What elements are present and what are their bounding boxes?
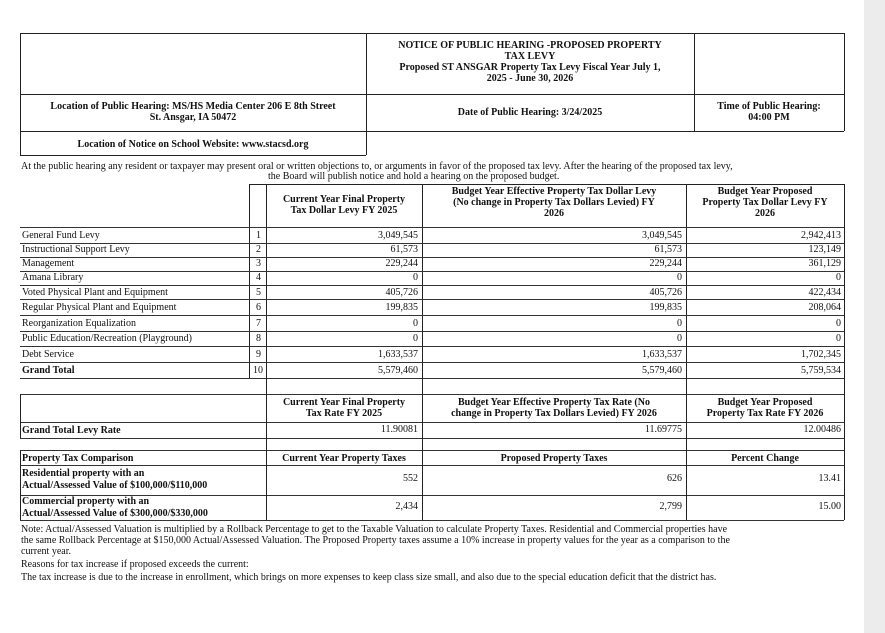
levy-row-proposed: 361,129 — [808, 258, 841, 269]
levy-header-current-2: Tax Dollar Levy FY 2025 — [290, 205, 398, 216]
levy-row-current: 405,726 — [385, 287, 418, 298]
levy-row-num: 8 — [256, 333, 261, 344]
levy-row-current: 0 — [413, 333, 418, 344]
comparison-header-label: Property Tax Comparison — [22, 453, 134, 464]
comparison-header-change: Percent Change — [731, 453, 799, 464]
comparison-header-current: Current Year Property Taxes — [282, 453, 406, 464]
comparison-header-proposed: Proposed Property Taxes — [500, 453, 608, 464]
rate-total-proposed: 12.00486 — [803, 424, 841, 435]
levy-row-num: 10 — [253, 365, 263, 376]
rate-header-effective-2: change in Property Tax Dollars Levied) FY 2026 — [451, 408, 657, 419]
notice-subtitle-2: 2025 - June 30, 2026 — [486, 73, 574, 84]
levy-row-current: 0 — [413, 272, 418, 283]
residential-proposed: 626 — [667, 473, 682, 484]
levy-row-num: 5 — [256, 287, 261, 298]
levy-row-current: 0 — [413, 318, 418, 329]
levy-row-proposed: 0 — [836, 318, 841, 329]
levy-grand-total-proposed: 5,759,534 — [801, 365, 841, 376]
levy-header-effective-2: (No change in Property Tax Dollars Levied) FY — [453, 197, 655, 208]
reasons-text: The tax increase is due to the increase in enrollment, which brings on more expenses to keep class size small, and also due to the special education deficit that the district has. — [21, 572, 717, 583]
levy-row-proposed: 0 — [836, 272, 841, 283]
levy-row-current: 1,633,537 — [378, 349, 418, 360]
levy-row-proposed: 422,434 — [808, 287, 841, 298]
time-hearing-label: Time of Public Hearing: — [717, 101, 821, 112]
levy-row-effective: 61,573 — [654, 244, 682, 255]
levy-row-num: 2 — [256, 244, 261, 255]
levy-row-label: Instructional Support Levy — [22, 244, 130, 255]
commercial-change: 15.00 — [818, 501, 841, 512]
commercial-label-1: Commercial property with an — [22, 496, 150, 507]
levy-row-proposed: 208,064 — [808, 302, 841, 313]
levy-grand-total-label: Grand Total — [22, 365, 75, 376]
levy-row-label: Amana Library — [22, 272, 84, 283]
levy-row-effective: 229,244 — [649, 258, 682, 269]
residential-change: 13.41 — [818, 473, 841, 484]
levy-row-proposed: 2,942,413 — [801, 230, 841, 241]
levy-row-current: 3,049,545 — [378, 230, 418, 241]
levy-row-label: Public Education/Recreation (Playground) — [22, 333, 192, 344]
intro-line-1: At the public hearing any resident or taxpayer may present oral or written objections to, or arguments in favor of the proposed tax levy. After the hearing of the proposed tax levy, — [21, 161, 733, 172]
rate-total-label: Grand Total Levy Rate — [22, 425, 121, 436]
note-line-3: current year. — [21, 546, 71, 557]
levy-row-num: 9 — [256, 349, 261, 360]
levy-row-num: 1 — [256, 230, 261, 241]
rate-header-effective-1: Budget Year Effective Property Tax Rate (No — [457, 397, 650, 408]
website-location: Location of Notice on School Website: www.stacsd.org — [77, 139, 309, 150]
rate-total-current: 11.90081 — [380, 424, 418, 435]
levy-row-proposed: 0 — [836, 333, 841, 344]
reasons-heading: Reasons for tax increase if proposed exceeds the current: — [21, 559, 249, 570]
levy-header-proposed-2: Property Tax Dollar Levy FY — [702, 197, 828, 208]
levy-row-effective: 0 — [677, 333, 682, 344]
rate-total-effective: 11.69775 — [644, 424, 682, 435]
levy-row-proposed: 123,149 — [808, 244, 841, 255]
levy-row-num: 7 — [256, 318, 261, 329]
levy-row-label: Voted Physical Plant and Equipment — [22, 287, 168, 298]
levy-row-num: 6 — [256, 302, 261, 313]
levy-header-current-1: Current Year Final Property — [282, 194, 406, 205]
levy-row-current: 199,835 — [385, 302, 418, 313]
levy-row-label: General Fund Levy — [22, 230, 100, 241]
levy-row-effective: 3,049,545 — [642, 230, 682, 241]
rate-header-proposed-1: Budget Year Proposed — [717, 397, 813, 408]
levy-row-proposed: 1,702,345 — [801, 349, 841, 360]
rate-header-current-1: Current Year Final Property — [282, 397, 406, 408]
levy-row-label: Management — [22, 258, 75, 269]
residential-current: 552 — [403, 473, 418, 484]
residential-label-1: Residential property with an — [22, 468, 145, 479]
commercial-current: 2,434 — [395, 501, 418, 512]
date-hearing: Date of Public Hearing: 3/24/2025 — [457, 107, 603, 118]
levy-row-label: Debt Service — [22, 349, 74, 360]
levy-row-effective: 199,835 — [649, 302, 682, 313]
levy-row-effective: 1,633,537 — [642, 349, 682, 360]
residential-label-2: Actual/Assessed Value of $100,000/$110,000 — [22, 480, 208, 491]
levy-grand-total-effective: 5,579,460 — [642, 365, 682, 376]
levy-header-proposed-1: Budget Year Proposed — [717, 186, 813, 197]
levy-header-effective-1: Budget Year Effective Property Tax Dollar Levy — [451, 186, 657, 197]
note-line-1: Note: Actual/Assessed Valuation is multiplied by a Rollback Percentage to get to the Taxable Valuation to calculate Property Taxes. Residential and Commercial properties have — [21, 524, 728, 535]
notice-subtitle-1: Proposed ST ANSGAR Property Tax Levy Fiscal Year July 1, — [399, 62, 661, 73]
levy-row-current: 61,573 — [390, 244, 418, 255]
rate-header-current-2: Tax Rate FY 2025 — [305, 408, 383, 419]
levy-row-label: Regular Physical Plant and Equipment — [22, 302, 177, 313]
commercial-label-2: Actual/Assessed Value of $300,000/$330,000 — [22, 508, 208, 519]
location-hearing-line2: St. Ansgar, IA 50472 — [149, 112, 237, 123]
levy-row-num: 3 — [256, 258, 261, 269]
intro-line-2: the Board will publish notice and hold a hearing on the proposed budget. — [268, 171, 560, 182]
note-line-2: the same Rollback Percentage at $150,000 Actual/Assessed Valuation. The Proposed Property taxes assume a 10% increase in property values for the year as a comparison to the — [21, 535, 730, 546]
levy-header-proposed-3: 2026 — [755, 208, 775, 219]
levy-row-num: 4 — [256, 272, 261, 283]
page-edge — [864, 0, 885, 633]
time-hearing-value: 04:00 PM — [748, 112, 790, 123]
levy-row-label: Reorganization Equalization — [22, 318, 136, 329]
notice-title-1: NOTICE OF PUBLIC HEARING -PROPOSED PROPERTY — [398, 40, 662, 51]
levy-grand-total-current: 5,579,460 — [378, 365, 418, 376]
location-hearing-line1: Location of Public Hearing: MS/HS Media Center 206 E 8th Street — [50, 101, 336, 112]
levy-row-current: 229,244 — [385, 258, 418, 269]
commercial-proposed: 2,799 — [659, 501, 682, 512]
levy-row-effective: 0 — [677, 272, 682, 283]
levy-row-effective: 405,726 — [649, 287, 682, 298]
notice-title-2: TAX LEVY — [504, 51, 556, 62]
levy-header-effective-3: 2026 — [544, 208, 564, 219]
rate-header-proposed-2: Property Tax Rate FY 2026 — [706, 408, 824, 419]
levy-row-effective: 0 — [677, 318, 682, 329]
